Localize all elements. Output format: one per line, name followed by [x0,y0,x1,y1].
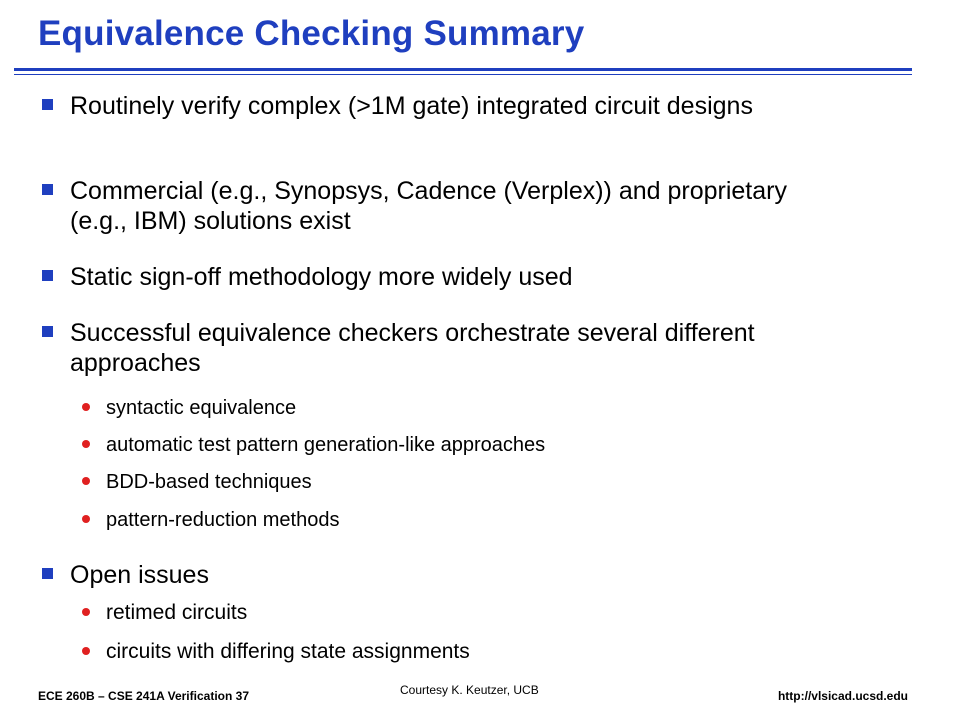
bullet-text: Static sign-off methodology more widely used [70,263,573,291]
sub-bullet-text: syntactic equivalence [106,397,297,419]
sub-bullet-text: pattern-reduction methods [106,509,340,531]
bullet-text: Open issues [70,561,209,589]
round-bullet-icon [82,608,90,616]
bullet-text: Routinely verify complex (>1M gate) integrated circuit designs [70,92,753,120]
square-bullet-icon [42,184,53,195]
sub-bullet-text: BDD-based techniques [106,471,312,493]
slide-title: Equivalence Checking Summary [38,14,585,53]
round-bullet-icon [82,515,90,523]
bullet-text: Commercial (e.g., Synopsys, Cadence (Verplex)) and proprietary (e.g., IBM) solutions exist [70,177,787,235]
footer-course-label: ECE 260B – CSE 241A Verification 37 [38,689,249,703]
square-bullet-icon [42,270,53,281]
round-bullet-icon [82,440,90,448]
sub-bullet-text: retimed circuits [106,601,248,624]
round-bullet-icon [82,477,90,485]
square-bullet-icon [42,326,53,337]
square-bullet-icon [42,568,53,579]
sub-bullet-text: circuits with differing state assignments [106,640,470,663]
round-bullet-icon [82,647,90,655]
footer-credit: Courtesy K. Keutzer, UCB [400,683,539,697]
sub-bullet-text: automatic test pattern generation-like approaches [106,434,546,456]
footer-url: http://vlsicad.ucsd.edu [777,689,908,703]
square-bullet-icon [42,99,53,110]
bullet-text: Successful equivalence checkers orchestrate several different approaches [70,319,755,377]
round-bullet-icon [82,403,90,411]
